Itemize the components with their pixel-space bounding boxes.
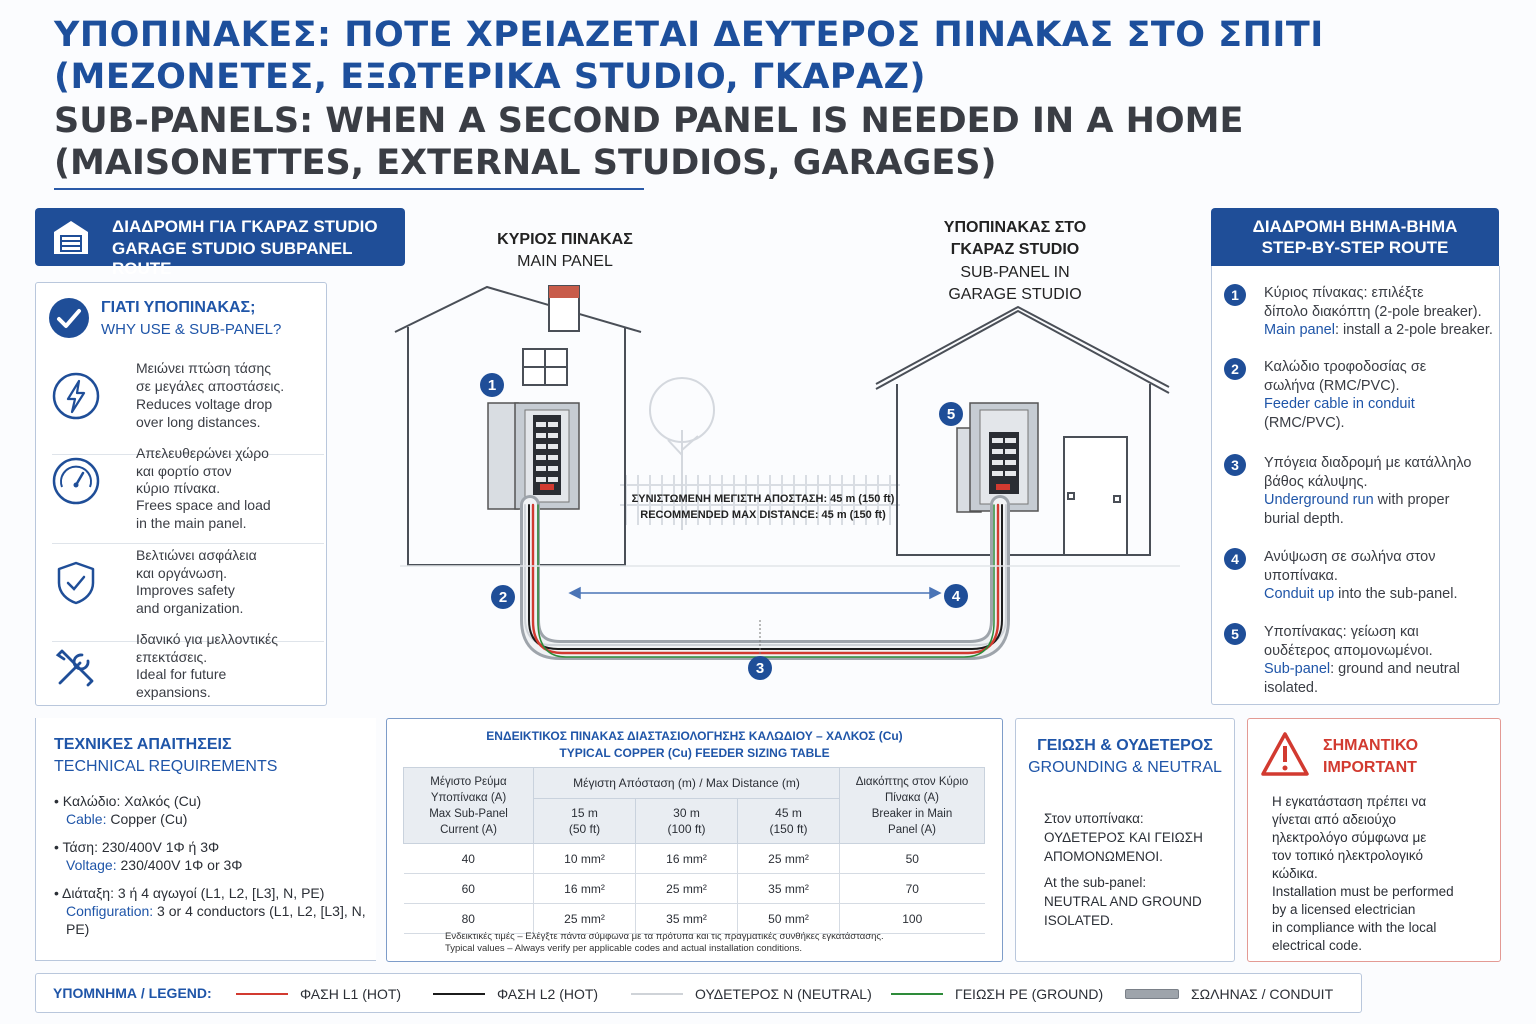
legend-item-neutral	[631, 974, 872, 1014]
ground-swatch	[891, 993, 943, 995]
tech-requirements-card	[35, 718, 376, 961]
title-underline	[54, 188, 644, 190]
steps-title-english: STEP-BY-STEP ROUTE	[1261, 238, 1449, 257]
important-card	[1247, 718, 1501, 962]
step-key: Underground run	[1264, 492, 1374, 508]
step-number: 5	[1224, 623, 1246, 645]
step-text-greek: Υποπίνακας: γείωση και ουδέτερος απομονωμένοι.	[1264, 624, 1433, 659]
tech-text-greek: Καλώδιο: Χαλκός (Cu)	[62, 793, 202, 809]
cell-breaker: 70	[840, 874, 985, 904]
step-key: Conduit up	[1264, 586, 1335, 602]
legend-bar	[35, 973, 1362, 1013]
tech-item: • Τάση: 230/400V 1Φ ή 3Φ Voltage: 230/400V 1Φ or 3Φ	[54, 839, 243, 873]
sizing-title-english: TYPICAL COPPER (Cu) FEEDER SIZING TABLE	[559, 746, 830, 760]
tech-item: • Καλώδιο: Χαλκός (Cu) Cable: Copper (Cu)	[54, 793, 202, 827]
step-rest: : ground and neutral isolated.	[1264, 661, 1460, 696]
lightning-icon	[52, 372, 100, 420]
distance-label-english: RECOMMENDED MAX DISTANCE: 45 m (150 ft)	[640, 509, 886, 521]
step-text-greek: Ανύψωση σε σωλήνα στον υποπίνακα.	[1264, 549, 1436, 584]
cell-current: 60	[404, 874, 534, 904]
tech-key: Voltage:	[66, 857, 117, 873]
gauge-icon	[52, 457, 100, 505]
step-text-english	[1264, 660, 1504, 697]
table-row	[404, 904, 985, 934]
steps-card	[1211, 266, 1500, 705]
distance-label-greek: ΣΥΝΙΣΤΩΜΕΝΗ ΜΕΓΙΣΤΗ ΑΠΟΣΤΑΣΗ: 45 m (150 ft)	[631, 493, 895, 505]
step-rest: into the sub-panel.	[1334, 586, 1458, 602]
step-text-english	[1264, 585, 1504, 604]
marker-4	[944, 584, 968, 608]
cell-current: 40	[404, 844, 534, 874]
shield-check-icon	[52, 559, 100, 607]
tech-title-english: TECHNICAL REQUIREMENTS	[54, 758, 278, 775]
cell-d45: 50 mm²	[738, 904, 840, 934]
grounding-title-greek: ΓΕΙΩΣΗ & ΟΥΔΕΤΕΡΟΣ	[1037, 737, 1213, 754]
col-header-breaker: Διακόπτης στον Κύριο Πίνακα (A) Breaker in Main Panel (A)	[840, 768, 985, 844]
marker-2	[491, 585, 515, 609]
sub-panel-label-greek: ΥΠΟΠΙΝΑΚΑΣ ΣΤΟ ΓΚΑΡΑΖ STUDIO	[943, 219, 1087, 258]
important-title-english: IMPORTANT	[1323, 759, 1417, 776]
sub-panel-label-english: SUB-PANEL IN GARAGE STUDIO	[948, 264, 1082, 303]
grounding-card	[1015, 718, 1235, 962]
main-panel-label-english: MAIN PANEL	[517, 253, 613, 270]
steps-banner	[1211, 208, 1499, 266]
tech-rest: Copper (Cu)	[106, 811, 188, 827]
legend-item-conduit	[1125, 974, 1333, 1014]
cell-d30: 16 mm²	[636, 844, 738, 874]
why-text-greek: Απελευθερώνει χώρο και φορτίο στον κύριο πίνακα.	[136, 445, 269, 496]
sizing-table	[403, 767, 985, 934]
route-banner-english: GARAGE STUDIO SUBPANEL ROUTE	[112, 239, 353, 278]
col-header-15m: 15 m (50 ft)	[534, 799, 636, 844]
cell-d30: 25 mm²	[636, 874, 738, 904]
distance-arrow	[570, 588, 940, 598]
svg-text:5: 5	[946, 406, 956, 423]
legend-text: ΣΩΛΗΝΑΣ / CONDUIT	[1191, 986, 1334, 1002]
important-title-greek: ΣΗΜΑΝΤΙΚΟ	[1323, 737, 1419, 754]
important-text-english: Installation must be performed by a licensed electrician in compliance with the local electrical code.	[1272, 884, 1454, 953]
step-rest: (RMC/PVC).	[1264, 414, 1345, 431]
col-header-current: Μέγιστο Ρεύμα Υποπίνακα (A) Max Sub-Panel Current (A)	[404, 768, 534, 844]
step-rest: : install a 2-pole breaker.	[1334, 322, 1493, 338]
sizing-note-greek: Ενδεικτικές τιμές – Ελέγξτε πάντα σύμφωνα με τα πρότυπα και τις πραγματικές συνθήκες εγκατάστασης.	[445, 931, 884, 942]
route-banner	[35, 208, 405, 278]
conduit-swatch	[1125, 989, 1179, 999]
step-rest: with proper burial depth.	[1264, 492, 1450, 527]
cell-d30: 35 mm²	[636, 904, 738, 934]
why-text-english: Improves safety and organization.	[136, 582, 244, 616]
legend-item-l2	[433, 974, 598, 1014]
step-number: 3	[1224, 454, 1246, 476]
tech-title-greek: ΤΕΧΝΙΚΕΣ ΑΠΑΙΤΗΣΕΙΣ	[54, 736, 232, 753]
main-panel-label-greek: ΚΥΡΙΟΣ ΠΙΝΑΚΑΣ	[497, 231, 633, 248]
route-banner-greek: ΔΙΑΔΡΟΜΗ ΓΙΑ ΓΚΑΡΑΖ STUDIO	[112, 217, 378, 236]
grounding-text-greek: Στον υποπίνακα: ΟΥΔΕΤΕΡΟΣ ΚΑΙ ΓΕΙΩΣΗ ΑΠΟΜΟΝΩΜΕΝΟΙ.	[1044, 811, 1203, 864]
tools-icon	[52, 643, 100, 691]
table-row	[404, 874, 985, 904]
step-number: 1	[1224, 284, 1246, 306]
tech-rest: 230/400V 1Φ or 3Φ	[116, 857, 243, 873]
step-text-greek: Υπόγεια διαδρομή με κατάλληλο βάθος κάλυψης.	[1264, 455, 1472, 490]
why-item	[52, 629, 324, 725]
cell-d45: 35 mm²	[738, 874, 840, 904]
step-text-english	[1264, 491, 1504, 528]
cell-breaker: 50	[840, 844, 985, 874]
cell-d15: 16 mm²	[534, 874, 636, 904]
conduit-run	[525, 505, 1006, 657]
tech-text-greek: Διάταξη: 3 ή 4 αγωγοί (L1, L2, [L3], N, PE)	[62, 885, 325, 901]
cell-breaker: 100	[840, 904, 985, 934]
step-text-english	[1264, 321, 1504, 340]
check-circle-icon	[48, 297, 90, 339]
tech-key: Cable:	[66, 811, 107, 827]
tech-text-greek: Τάση: 230/400V 1Φ ή 3Φ	[62, 839, 220, 855]
steps-title-greek: ΔΙΑΔΡΟΜΗ ΒΗΜΑ-ΒΗΜΑ	[1252, 217, 1458, 236]
cell-d45: 25 mm²	[738, 844, 840, 874]
col-header-45m: 45 m (150 ft)	[738, 799, 840, 844]
page-title-english: SUB-PANELS: WHEN A SECOND PANEL IS NEEDED IN A HOME (MAISONETTES, EXTERNAL STUDIOS, GARAGES)	[54, 101, 1244, 183]
why-text-english: Frees space and load in the main panel.	[136, 497, 271, 531]
step-text-english	[1264, 395, 1504, 432]
why-item	[52, 358, 324, 455]
cell-current: 80	[404, 904, 534, 934]
tree	[650, 378, 714, 530]
neutral-swatch	[631, 993, 683, 995]
garage-icon	[51, 218, 91, 256]
step-key: Sub-panel	[1264, 661, 1331, 677]
legend-item-l1	[236, 974, 401, 1014]
step-key: Feeder cable in conduit	[1264, 396, 1415, 412]
svg-text:1: 1	[487, 377, 497, 394]
sizing-title-greek: ΕΝΔΕΙΚΤΙΚΟΣ ΠΙΝΑΚΑΣ ΔΙΑΣΤΑΣΙΟΛΟΓΗΣΗΣ ΚΑΛΩΔΙΟΥ – ΧΑΛΚΟΣ (Cu)	[486, 729, 903, 743]
legend-text: ΟΥΔΕΤΕΡΟΣ N (NEUTRAL)	[695, 986, 872, 1002]
step-number: 4	[1224, 548, 1246, 570]
sizing-table-card	[386, 718, 1003, 962]
svg-text:2: 2	[498, 589, 508, 606]
table-row	[404, 844, 985, 874]
why-title-greek: ΓΙΑΤΙ ΥΠΟΠΙΝΑΚΑΣ;	[101, 299, 256, 316]
marker-1	[480, 373, 504, 397]
page-title-greek: ΥΠΟΠΙΝΑΚΕΣ: ΠΟΤΕ ΧΡΕΙΑΖΕΤΑΙ ΔΕΥΤΕΡΟΣ ΠΙΝΑΚΑΣ ΣΤΟ ΣΠΙΤΙ (ΜΕΖΟΝΕΤΕΣ, ΕΞΩΤΕΡΙΚΑ STUDIO, ΓΚΑΡΑΖ)	[54, 15, 1324, 97]
l1-swatch	[236, 993, 288, 995]
col-header-distance: Μέγιστη Απόσταση (m) / Max Distance (m)	[534, 768, 840, 799]
tech-key: Configuration:	[66, 903, 154, 919]
grounding-text-english: At the sub-panel: NEUTRAL AND GROUND ISOLATED.	[1044, 875, 1202, 928]
step-text-greek: Κύριος πίνακας: επιλέξτε δίπολο διακόπτη (2-pole breaker).	[1264, 285, 1482, 320]
why-text-greek: Μειώνει πτώση τάσης σε μεγάλες αποστάσεις.	[136, 360, 285, 394]
why-title-english: WHY USE & SUB-PANEL?	[101, 321, 282, 338]
grounding-title-english: GROUNDING & NEUTRAL	[1028, 759, 1222, 776]
legend-label: ΥΠΟΜΝΗΜΑ / LEGEND:	[53, 985, 212, 1001]
marker-5	[939, 402, 963, 426]
svg-text:3: 3	[755, 660, 765, 677]
legend-text: ΦΑΣΗ L2 (HOT)	[497, 986, 599, 1002]
cell-d15: 10 mm²	[534, 844, 636, 874]
legend-text: ΓΕΙΩΣΗ PE (GROUND)	[955, 986, 1104, 1002]
why-text-greek: Ιδανικό για μελλοντικές επεκτάσεις.	[136, 631, 278, 665]
why-text-greek: Βελτιώνει ασφάλεια και οργάνωση.	[136, 547, 257, 581]
why-text-english: Ideal for future expansions.	[136, 666, 227, 700]
sizing-note-english: Typical values – Always verify per applicable codes and actual installation conditions.	[445, 943, 802, 954]
main-panel	[488, 403, 579, 509]
warning-icon	[1260, 731, 1310, 777]
step-text-greek: Καλώδιο τροφοδοσίας σε σωλήνα (RMC/PVC).	[1264, 359, 1427, 394]
why-item	[52, 545, 324, 642]
important-text-greek: Η εγκατάσταση πρέπει να γίνεται από αδειούχο ηλεκτρολόγο σύμφωνα με τον τοπικό ηλεκτρολογικό κώδικα.	[1272, 794, 1427, 881]
tech-item: • Διάταξη: 3 ή 4 αγωγοί (L1, L2, [L3], N, PE) Configuration: 3 or 4 conductors (L1, L2, [L3], N, PE)	[54, 885, 366, 937]
why-subpanel-card	[35, 282, 327, 706]
why-text-english: Reduces voltage drop over long distances.	[136, 396, 273, 430]
legend-item-ground	[891, 974, 1103, 1014]
col-header-30m: 30 m (100 ft)	[636, 799, 738, 844]
step-key: Main panel	[1264, 322, 1335, 338]
legend-text: ΦΑΣΗ L1 (HOT)	[300, 986, 402, 1002]
svg-text:4: 4	[951, 588, 961, 605]
why-item	[52, 443, 324, 544]
step-number: 2	[1224, 358, 1246, 380]
marker-3	[748, 656, 772, 680]
tech-rest: 3 or 4 conductors (L1, L2, [L3], N, PE)	[66, 903, 366, 937]
l2-swatch	[433, 993, 485, 995]
cell-d15: 25 mm²	[534, 904, 636, 934]
